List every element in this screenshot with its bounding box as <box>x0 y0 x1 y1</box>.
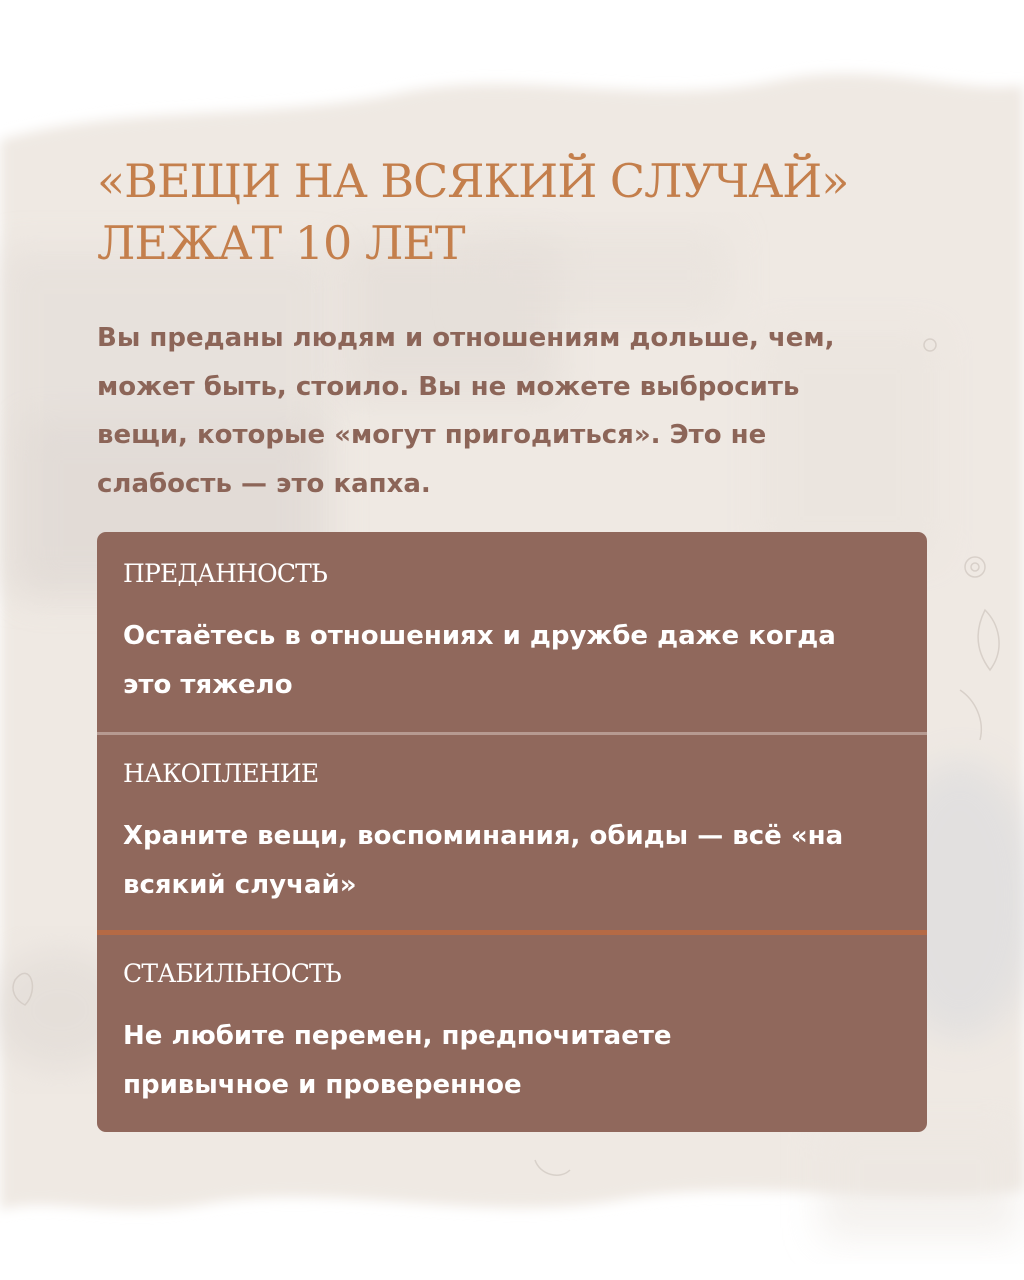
trait-description <box>123 812 913 909</box>
trait-section-devotion <box>97 532 927 732</box>
intro-line: слабость — это капха. <box>97 468 431 499</box>
trait-heading: СТАБИЛЬНОСТЬ <box>123 959 341 988</box>
trait-description-line: Остаётесь в отношениях и дружбе даже когда <box>123 621 836 651</box>
trait-description-line: Храните вещи, воспоминания, обиды — всё «на <box>123 821 844 851</box>
trait-description-line: всякий случай» <box>123 869 357 900</box>
trait-description-line: привычное и проверенное <box>123 1069 522 1100</box>
intro-paragraph <box>97 314 937 508</box>
page-title <box>97 150 957 274</box>
trait-section-stability <box>97 932 927 1132</box>
intro-line: вещи, которые «могут пригодиться». Это не <box>97 420 767 450</box>
title-line: ЛЕЖАТ 10 ЛЕТ <box>97 216 465 270</box>
trait-section-accumulation <box>97 732 927 932</box>
trait-heading: ПРЕДАННОСТЬ <box>123 559 328 588</box>
trait-description <box>123 1012 913 1109</box>
trait-description-line: это тяжело <box>123 669 293 700</box>
trait-description <box>123 612 913 709</box>
intro-line: Вы преданы людям и отношениям дольше, чем, <box>97 323 835 353</box>
trait-heading: НАКОПЛЕНИЕ <box>123 759 319 788</box>
trait-description-line: Не любите перемен, предпочитаете <box>123 1021 672 1051</box>
traits-card <box>97 532 927 1132</box>
intro-line: может быть, стоило. Вы не можете выбросить <box>97 371 800 402</box>
title-line: «ВЕЩИ НА ВСЯКИЙ СЛУЧАЙ» <box>97 154 849 208</box>
